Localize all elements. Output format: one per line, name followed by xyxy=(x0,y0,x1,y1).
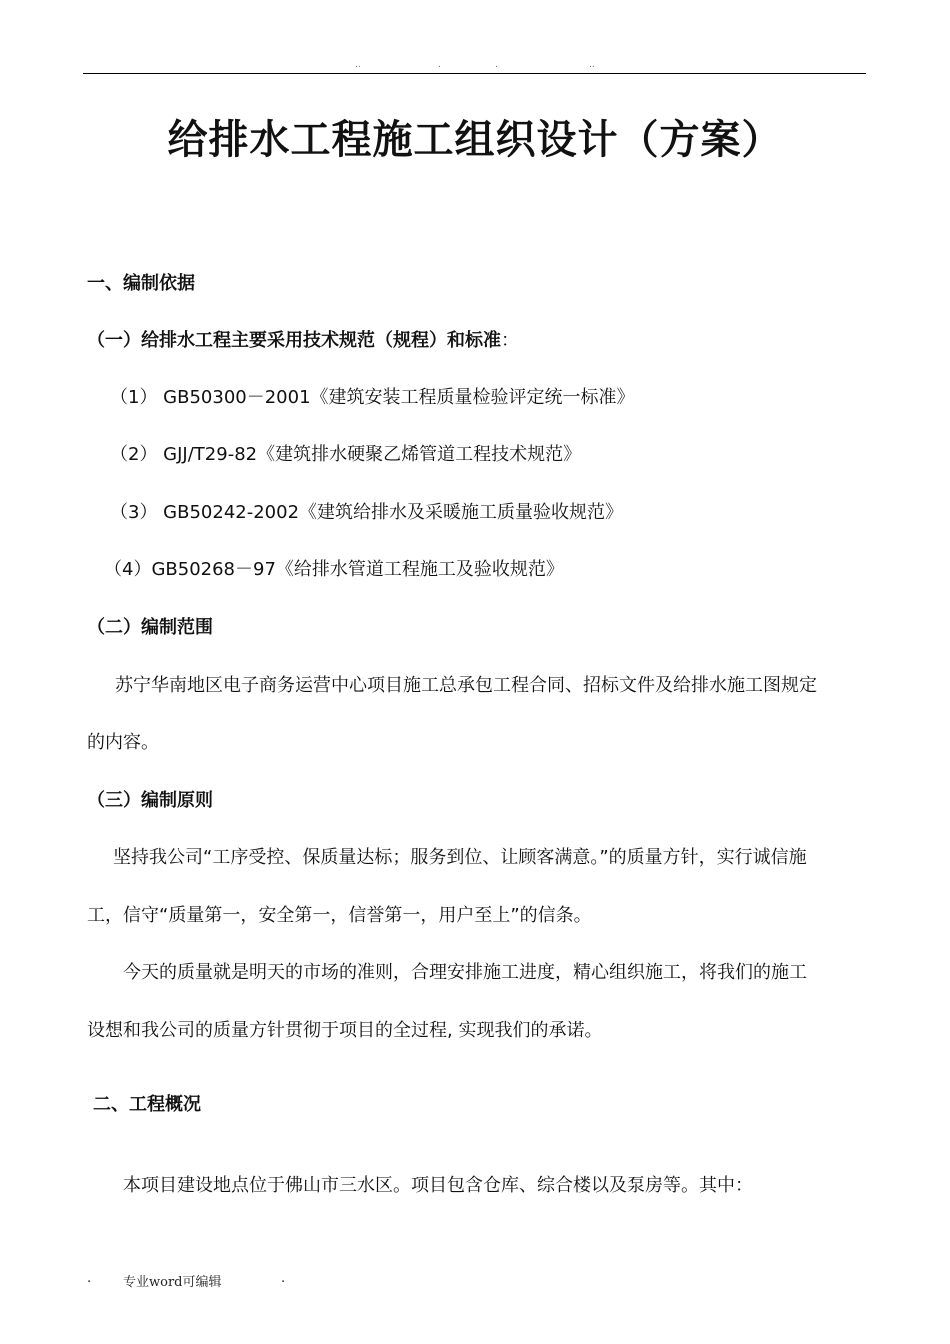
sub3-para2-line1: 今天的质量就是明天的市场的准则，合理安排施工进度，精心组织施工，将我们的施工 xyxy=(123,962,807,983)
sub1-colon: ： xyxy=(501,330,519,351)
sub3-para1-line2: 工，信守“质量第一，安全第一，信誉第一，用户至上”的信条。 xyxy=(87,905,592,926)
header-dot: . xyxy=(495,60,498,70)
header-dot: .. xyxy=(355,60,361,70)
sub2-heading: （二）编制范围 xyxy=(87,617,213,638)
header-dot: .. xyxy=(589,60,595,70)
standard-item-2: （2） GJJ/T29-82《建筑排水硬聚乙烯管道工程技术规范》 xyxy=(110,444,582,465)
sub2-paragraph-line2: 的内容。 xyxy=(87,732,159,753)
sub3-heading: （三）编制原则 xyxy=(87,790,213,811)
standard-item-1: （1） GB50300－2001《建筑安装工程质量检验评定统一标准》 xyxy=(110,387,635,408)
sub2-paragraph-line1: 苏宁华南地区电子商务运营中心项目施工总承包工程合同、招标文件及给排水施工图规定 xyxy=(115,675,817,696)
footer-dot-right: . xyxy=(281,1271,286,1286)
standard-item-4: （4）GB50268－97《给排水管道工程施工及验收规范》 xyxy=(104,559,564,580)
document-title: 给排水工程施工组织设计（方案） xyxy=(167,117,783,163)
page-header-dots xyxy=(83,60,866,72)
footer-dot-left: . xyxy=(87,1271,92,1286)
sub3-para1-line1: 坚持我公司“工序受控、保质量达标；服务到位、让顾客满意。”的质量方针，实行诚信施 xyxy=(113,847,807,868)
footer-text: 专业word可编辑 xyxy=(123,1275,222,1290)
standard-item-3: （3） GB50242-2002《建筑给排水及采暖施工质量验收规范》 xyxy=(110,502,624,523)
section2-heading: 二、工程概况 xyxy=(93,1094,201,1115)
section2-paragraph: 本项目建设地点位于佛山市三水区。项目包含仓库、综合楼以及泵房等。其中： xyxy=(123,1175,753,1196)
sub1-heading: （一）给排水工程主要采用技术规范（规程）和标准 xyxy=(87,330,501,351)
header-dot: . xyxy=(438,60,441,70)
sub1-heading-line xyxy=(87,329,519,353)
header-rule xyxy=(83,73,866,74)
sub3-para2-line2: 设想和我公司的质量方针贯彻于项目的全过程, 实现我们的承诺。 xyxy=(87,1020,603,1041)
section1-heading: 一、编制依据 xyxy=(87,273,195,294)
